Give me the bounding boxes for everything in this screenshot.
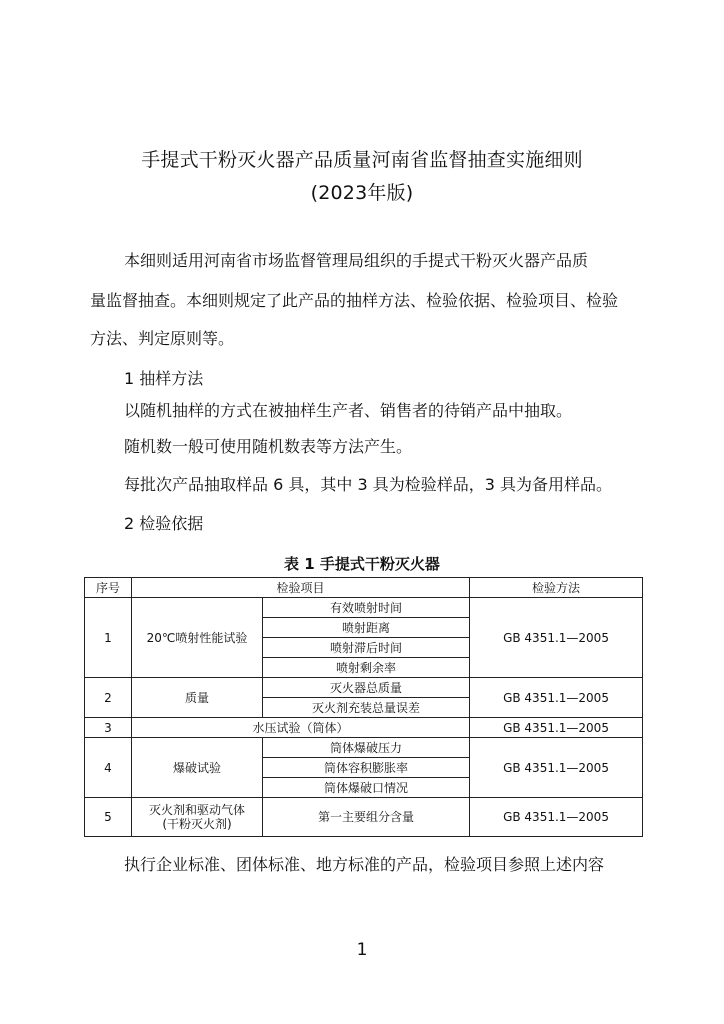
row-no: 4 [85,738,132,798]
row-category: 水压试验（筒体） [132,718,470,738]
row-category: 质量 [132,678,263,718]
row-subitem: 筒体爆破压力 [263,738,470,758]
inspection-table [84,577,643,837]
intro-line-2: 量监督抽查。本细则规定了此产品的抽样方法、检验依据、检验项目、检验 [90,291,619,310]
row-category-line-1: 灭火剂和驱动气体 [148,803,245,817]
header-item: 检验项目 [132,578,470,598]
row-category [132,798,263,837]
row-method: GB 4351.1—2005 [470,678,643,718]
row-subitem: 喷射距离 [263,618,470,638]
row-subitem: 灭火器总质量 [263,678,470,698]
row-category: 爆破试验 [132,738,263,798]
document-title: 手提式干粉灭火器产品质量河南省监督抽查实施细则 [141,149,583,171]
row-category: 20℃喷射性能试验 [132,598,263,678]
table-row [85,678,643,698]
section-1-paragraph-2: 随机数一般可使用随机数表等方法产生。 [124,437,413,456]
row-no: 3 [85,718,132,738]
row-no: 1 [85,598,132,678]
section-1-heading: 1 抽样方法 [124,369,204,388]
row-subitem: 喷射剩余率 [263,658,470,678]
table-header-row [85,578,643,598]
row-method: GB 4351.1—2005 [470,718,643,738]
intro-line-3: 方法、判定原则等。 [90,329,235,348]
section-1-paragraph-1: 以随机抽样的方式在被抽样生产者、销售者的待销产品中抽取。 [124,401,573,420]
after-table-paragraph: 执行企业标准、团体标准、地方标准的产品，检验项目参照上述内容 [124,855,605,874]
section-1-paragraph-3: 每批次产品抽取样品 6 具，其中 3 具为检验样品，3 具为备用样品。 [124,475,612,494]
row-subitem: 第一主要组分含量 [263,798,470,837]
row-category-line-2: (干粉灭火剂) [162,817,232,831]
row-subitem: 喷射滞后时间 [263,638,470,658]
header-method: 检验方法 [470,578,643,598]
row-subitem: 灭火剂充装总量误差 [263,698,470,718]
row-no: 5 [85,798,132,837]
row-method: GB 4351.1—2005 [470,738,643,798]
page-number: 1 [356,940,368,960]
row-no: 2 [85,678,132,718]
table-caption: 表 1 手提式干粉灭火器 [284,555,440,573]
table-row [85,598,643,618]
document-version: (2023年版) [310,182,414,204]
row-subitem: 筒体容积膨胀率 [263,758,470,778]
row-subitem: 筒体爆破口情况 [263,778,470,798]
table-row [85,718,643,738]
section-2-heading: 2 检验依据 [124,514,204,533]
row-method: GB 4351.1—2005 [470,598,643,678]
table-row [85,738,643,758]
row-method: GB 4351.1—2005 [470,798,643,837]
header-no: 序号 [85,578,132,598]
table-row [85,798,643,837]
intro-line-1: 本细则适用河南省市场监督管理局组织的手提式干粉灭火器产品质 [124,251,589,270]
row-subitem: 有效喷射时间 [263,598,470,618]
